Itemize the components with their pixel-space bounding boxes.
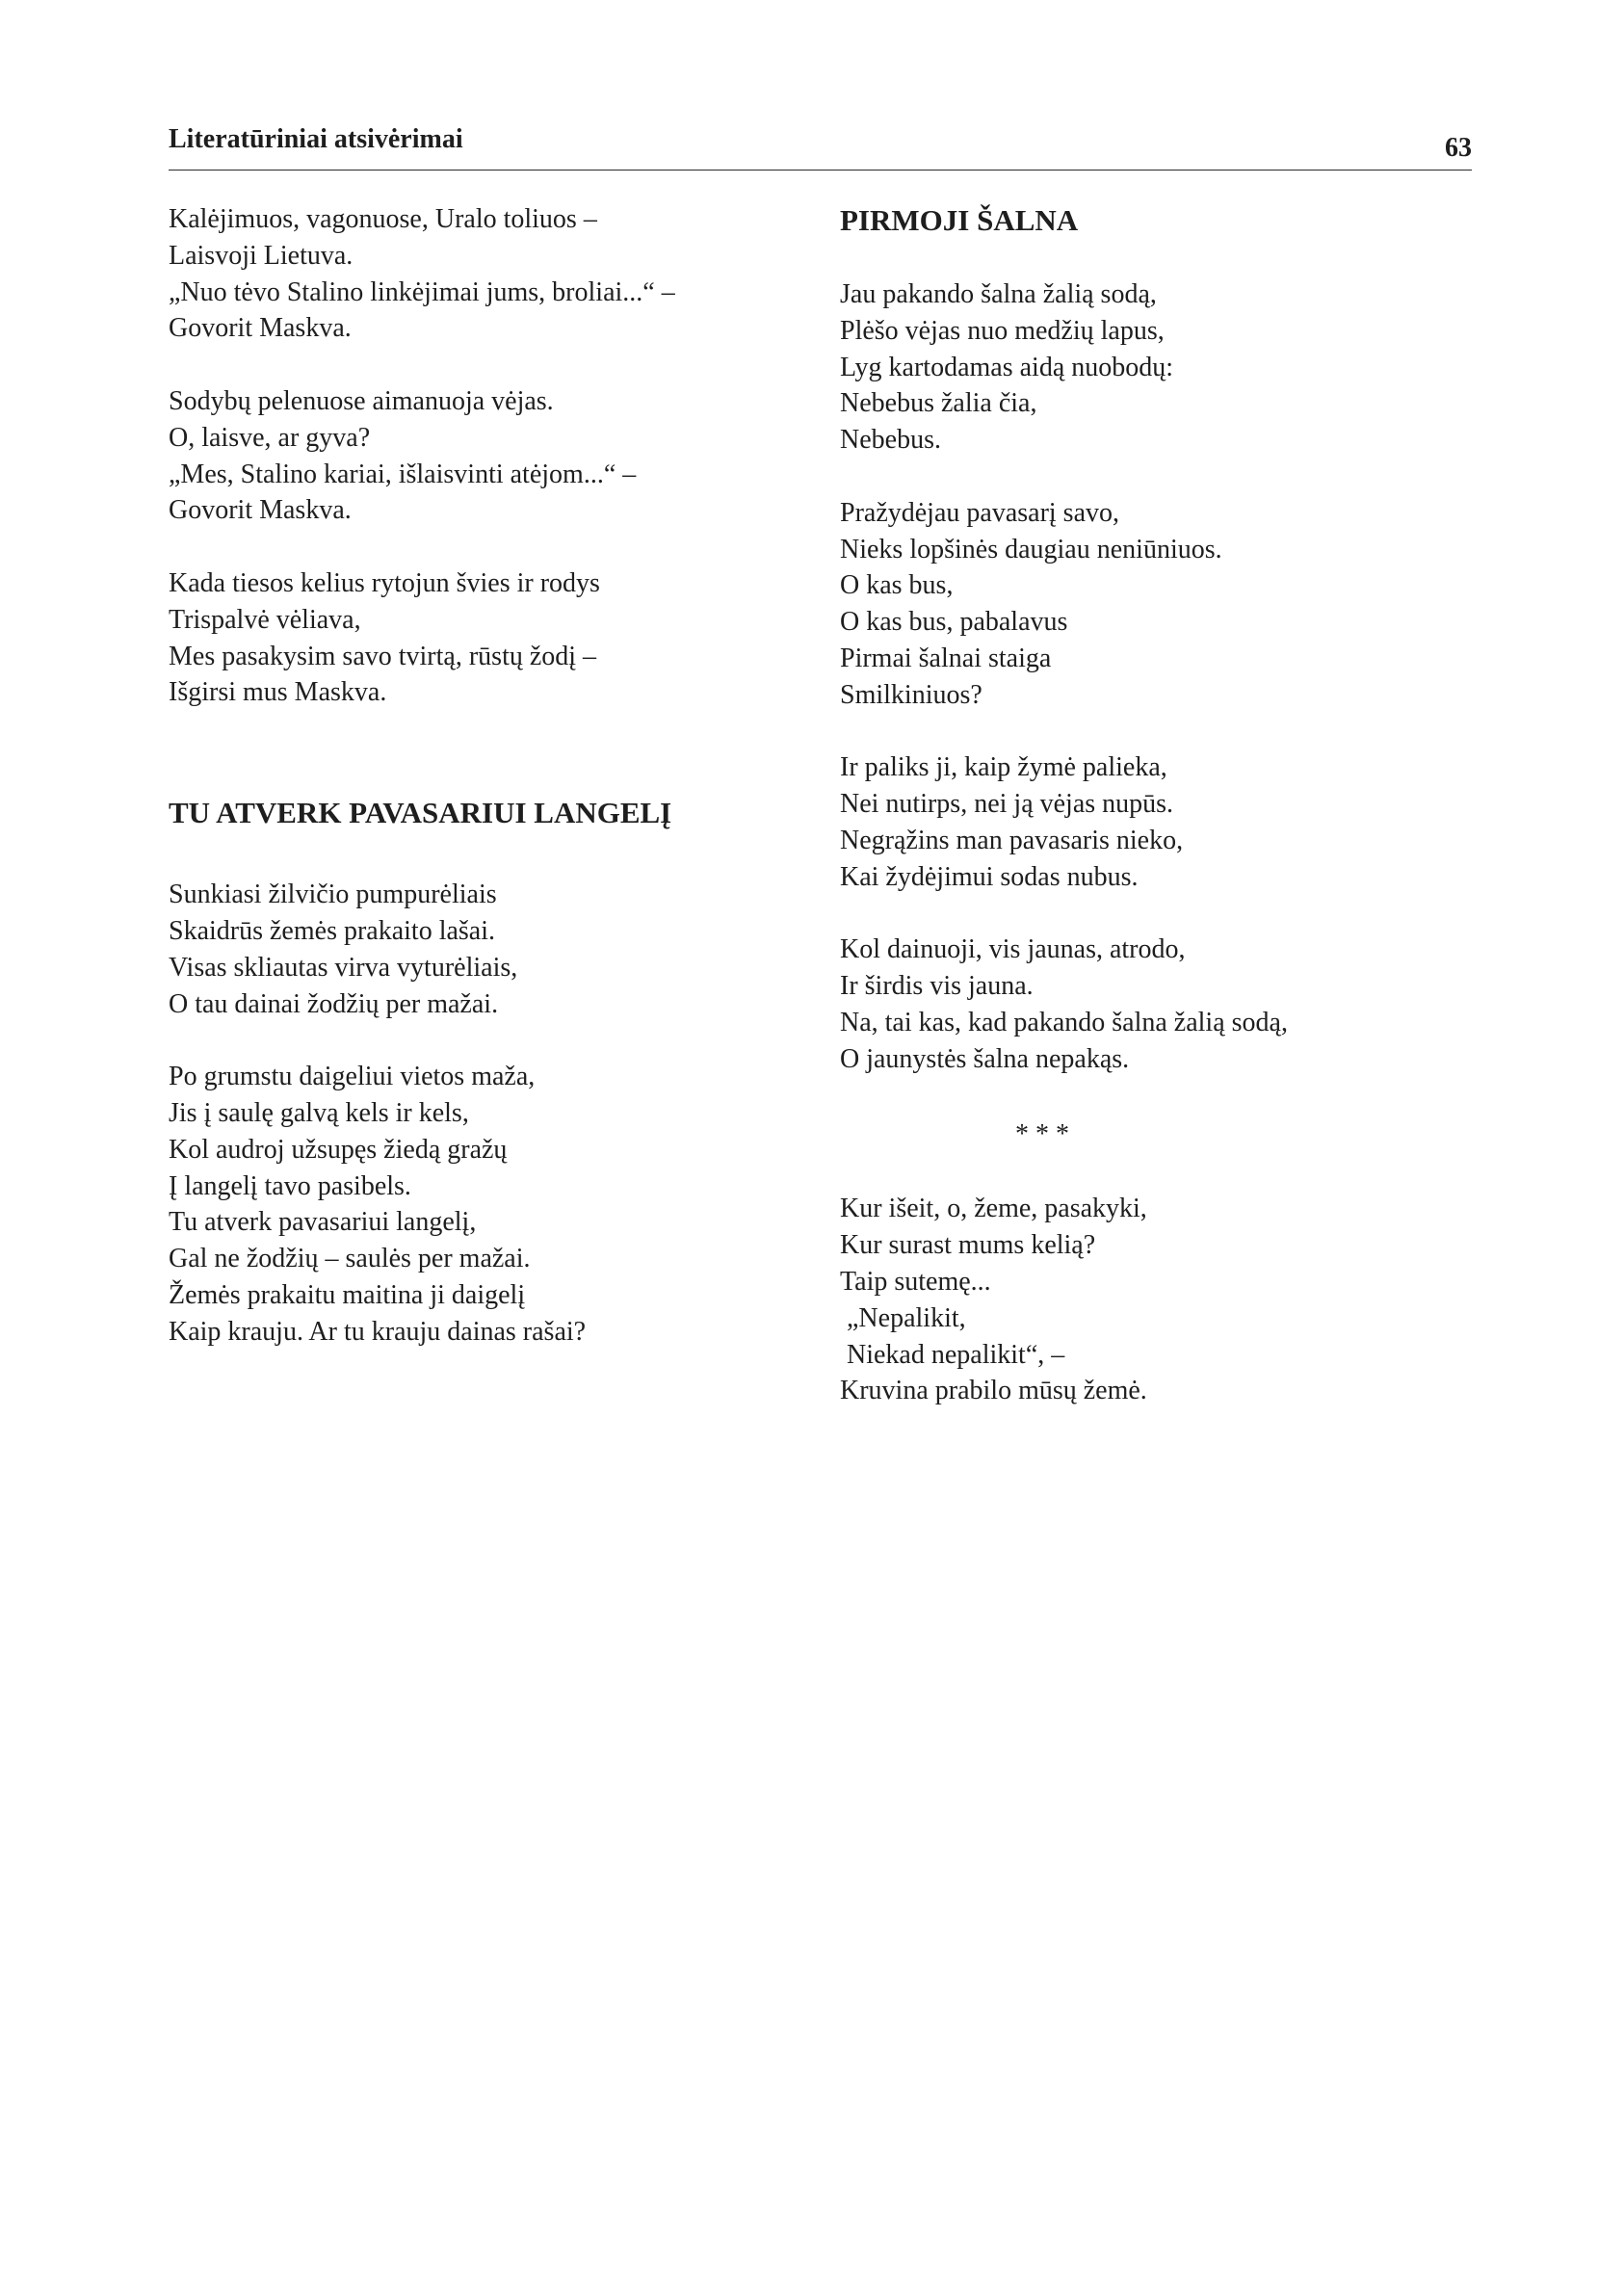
- verse-line: „Mes, Stalino kariai, išlaisvinti atėjom...“ –: [169, 459, 637, 489]
- poem-title: TU ATVERK PAVASARIUI LANGELĮ: [169, 796, 672, 830]
- verse-line: Kol dainuoji, vis jaunas, atrodo,: [840, 934, 1186, 965]
- verse-line: Smilkiniuos?: [840, 679, 982, 710]
- verse-line: Jau pakando šalna žalią sodą,: [840, 279, 1157, 309]
- verse-line: Mes pasakysim savo tvirtą, rūstų žodį –: [169, 641, 597, 671]
- stanza: [169, 201, 785, 347]
- verse-line: Sodybų pelenuose aimanuoja vėjas.: [169, 385, 554, 416]
- stanza: [169, 565, 785, 711]
- verse-line: „Nepalikit,: [840, 1302, 966, 1333]
- verse-line: Kol audroj užsupęs žiedą gražų: [169, 1134, 508, 1165]
- stanza: [840, 276, 1476, 459]
- verse-line: Kur išeit, o, žeme, pasakyki,: [840, 1194, 1147, 1224]
- verse-line: Po grumstu daigeliui vietos maža,: [169, 1062, 536, 1092]
- poem-continued: [169, 201, 785, 711]
- stanza: [169, 877, 785, 1022]
- verse-line: Kai žydėjimui sodas nubus.: [840, 861, 1139, 892]
- verse-line: O tau dainai žodžių per mažai.: [169, 988, 499, 1019]
- stanza: [840, 749, 1476, 895]
- stanza: [840, 495, 1476, 714]
- left-column: [169, 201, 785, 1351]
- verse-line: „Nuo tėvo Stalino linkėjimai jums, broliai...“ –: [169, 276, 675, 307]
- verse-line: Į langelį tavo pasibels.: [169, 1170, 411, 1201]
- page-number: 63: [1445, 133, 1472, 163]
- stanza: [169, 1059, 785, 1350]
- verse-line: Ir širdis vis jauna.: [840, 971, 1034, 1002]
- verse-line: Na, tai kas, kad pakando šalna žalią sodą,: [840, 1007, 1288, 1037]
- verse-line: Nebebus žalia čia,: [840, 388, 1037, 419]
- verse-line: Pirmai šalnai staiga: [840, 643, 1052, 673]
- verse-line: Taip sutemę...: [840, 1266, 991, 1297]
- verse-line: Žemės prakaitu maitina ji daigelį: [169, 1279, 526, 1310]
- verse-line: Niekad nepalikit“, –: [840, 1339, 1065, 1370]
- verse-line: Gal ne žodžių – saulės per mažai.: [169, 1244, 531, 1274]
- verse-line: Nei nutirps, nei ją vėjas nupūs.: [840, 789, 1174, 820]
- verse-line: Ir paliks ji, kaip žymė palieka,: [840, 752, 1167, 783]
- verse-line: Kruvina prabilo mūsų žemė.: [840, 1376, 1147, 1406]
- verse-line: Pražydėjau pavasarį savo,: [840, 497, 1119, 528]
- stanza: [169, 383, 785, 529]
- verse-line: Plėšo vėjas nuo medžių lapus,: [840, 315, 1165, 346]
- poem-langelj: [169, 877, 785, 1350]
- verse-line: Govorit Maskva.: [169, 313, 352, 344]
- poem-title: PIRMOJI ŠALNA: [840, 203, 1079, 237]
- verse-line: Lyg kartodamas aidą nuobodų:: [840, 352, 1174, 382]
- verse-line: O kas bus,: [840, 570, 954, 601]
- verse-line: Govorit Maskva.: [169, 495, 352, 526]
- verse-line: Tu atverk pavasariui langelį,: [169, 1207, 477, 1238]
- verse-line: Nebebus.: [840, 425, 941, 456]
- running-title: Literatūriniai atsivėrimai: [169, 124, 463, 154]
- verse-line: Negrąžins man pavasaris nieko,: [840, 825, 1184, 855]
- section-separator: * * *: [1015, 1118, 1069, 1149]
- verse-line: Išgirsi mus Maskva.: [169, 677, 387, 708]
- verse-line: Visas skliautas virva vyturėliais,: [169, 952, 518, 983]
- verse-line: Skaidrūs žemės prakaito lašai.: [169, 915, 496, 946]
- stanza: [840, 1191, 1476, 1409]
- verse-line: Kur surast mums kelią?: [840, 1230, 1096, 1261]
- verse-line: O kas bus, pabalavus: [840, 607, 1068, 638]
- verse-line: Nieks lopšinės daugiau neniūniuos.: [840, 534, 1222, 564]
- poem-untitled: [840, 1191, 1476, 1409]
- verse-line: Laisvoji Lietuva.: [169, 240, 354, 271]
- verse-line: Trispalvė vėliava,: [169, 604, 361, 635]
- verse-line: O, laisve, ar gyva?: [169, 422, 371, 453]
- verse-line: Jis į saulę galvą kels ir kels,: [169, 1097, 469, 1128]
- verse-line: O jaunystės šalna nepakąs.: [840, 1043, 1130, 1074]
- stanza: [840, 932, 1476, 1077]
- verse-line: Kada tiesos kelius rytojun švies ir rodys: [169, 567, 600, 598]
- poem-salna: [840, 276, 1476, 1078]
- verse-line: Kaip krauju. Ar tu krauju dainas rašai?: [169, 1316, 587, 1347]
- running-header: [169, 121, 1472, 171]
- verse-line: Kalėjimuos, vagonuose, Uralo toliuos –: [169, 204, 597, 234]
- verse-line: Sunkiasi žilvičio pumpurėliais: [169, 879, 497, 910]
- right-column: [840, 201, 1476, 1409]
